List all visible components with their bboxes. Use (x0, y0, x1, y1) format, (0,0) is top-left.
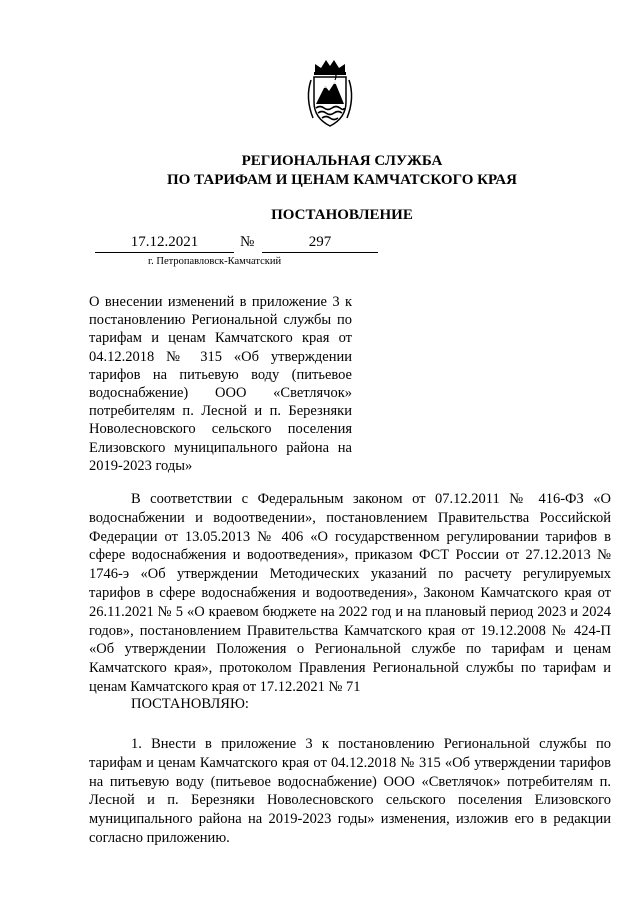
decree-word: ПОСТАНОВЛЯЮ: (131, 696, 249, 712)
resolution-item-1: 1. Внести в приложение 3 к постановлению Региональной службы по тарифам и ценам Камчатского края от 04.12.2018 № 315 «Об утверждении тарифов на питьевую воду (питьевое водоснабжение) ООО «Светлячок» потребителям п. Лесной и п. Березняки Новолесновского сельского поселения Елизовского муниципального района на 2019-2023 годы» изменения, изложив его в редакции согласно приложению. (89, 736, 611, 846)
document-subject: О внесении изменений в приложение 3 к постановлению Региональной службы по тарифам и ценам Камчатского края от 04.12.2018 № 315 «Об утверждении тарифов на питьевую воду (питьевое водоснабжение) ООО «Светлячок» потребителям п. Лесной и п. Березняки Новолесновского сельского поселения Елизовского муниципального района на 2019-2023 годы» (89, 294, 352, 474)
document-date: 17.12.2021 (95, 232, 234, 253)
issue-city: г. Петропавловск-Камчатский (148, 256, 282, 267)
number-sign: № (240, 234, 255, 250)
document-number: 297 (262, 232, 378, 253)
organization-name-line2: ПО ТАРИФАМ И ЦЕНАМ КАМЧАТСКОГО КРАЯ (167, 172, 517, 188)
kamchatka-coat-of-arms-emblem (299, 58, 361, 130)
organization-name-line1: РЕГИОНАЛЬНАЯ СЛУЖБА (241, 153, 443, 169)
preamble-paragraph: В соответствии с Федеральным законом от 07.12.2011 № 416-ФЗ «О водоснабжении и водоотведении», постановлением Правительства Российской Федерации от 13.05.2013 № 406 «О государственном регулировании тарифов в сфере водоснабжения и водоотведения», приказом ФСТ России от 27.12.2013 № 1746-э «Об утверждении Методических указаний по расчету регулируемых тарифов в сфере водоснабжения и водоотведения», Законом Камчатского края от 26.11.2021 № 5 «О краевом бюджете на 2022 год и на плановый период 2023 и 2024 годов», постановлением Правительства Камчатского края от 19.12.2008 № 424-П «Об утверждении Положения о Региональной службе по тарифам и ценам Камчатского края», протоколом Правления Региональной службы по тарифам и ценам Камчатского края от 17.12.2021 № 71 (89, 491, 611, 695)
document-type-title: ПОСТАНОВЛЕНИЕ (271, 207, 413, 223)
